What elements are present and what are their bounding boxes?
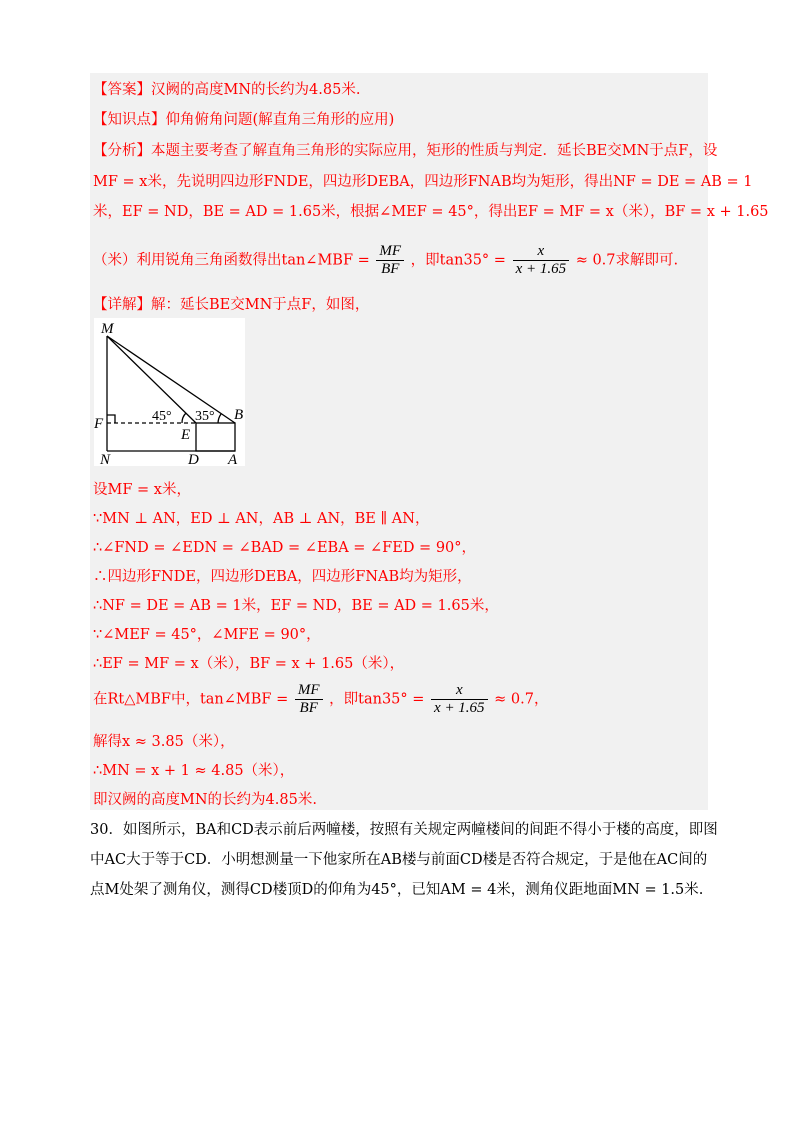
detail-line-6: ∵∠MEF = 45°，∠MFE = 90°， [93, 627, 321, 643]
geometry-diagram [94, 318, 245, 466]
analysis-text-a: （米）利用锐角三角函数得出tan∠MBF = [93, 252, 370, 269]
label-m: M [101, 321, 114, 337]
label-d: D [188, 452, 199, 466]
question-30-line-1: 30．如图所示，BA和CD表示前后两幢楼，按照有关规定两幢楼间的间距不得小于楼的高度，即图 [90, 822, 718, 838]
angle-arc-35 [218, 414, 221, 423]
fraction-numerator: MF [295, 682, 323, 700]
label-angle-45: 45° [152, 409, 172, 424]
label-a: A [228, 452, 238, 466]
label-n: N [100, 452, 111, 466]
label-b: B [234, 407, 244, 423]
label-f: F [94, 416, 104, 432]
detail-line-1: 设MF = x米， [93, 482, 191, 498]
detail-line-7: ∴EF = MF = x（米），BF = x + 1.65（米）， [93, 656, 405, 672]
analysis-text-b: ，即tan35° = [410, 252, 506, 269]
label-e: E [181, 427, 191, 443]
detail-line-11: 即汉阙的高度MN的长约为4.85米. [93, 792, 317, 808]
detail-line-4: ∴四边形FNDE，四边形DEBA，四边形FNAB均为矩形， [93, 569, 472, 585]
detail-line-2: ∵MN ⊥ AN，ED ⊥ AN，AB ⊥ AN，BE ∥ AN， [93, 511, 430, 527]
fraction-numerator: x [431, 682, 488, 700]
analysis-line-2: MF = x米，先说明四边形FNDE，四边形DEBA，四边形FNAB均为矩形，得出NF = DE = AB = 1 [93, 174, 753, 190]
detail-line-10: ∴MN = x + 1 ≈ 4.85（米）， [93, 763, 295, 779]
analysis-text-c: ≈ 0.7求解即可. [575, 252, 679, 269]
analysis-line-1: 【分析】本题主要考查了解直角三角形的实际应用，矩形的性质与判定．延长BE交MN于点F，设 [93, 143, 718, 159]
detail-line-9: 解得x ≈ 3.85（米）， [93, 734, 235, 750]
question-30-line-3: 点M处架了测角仪，测得CD楼顶D的仰角为45°，已知AM = 4米，测角仪距地面MN = 1.5米. [90, 882, 704, 898]
fraction-x-over-x-plus [513, 243, 570, 278]
fraction-x-over-x-plus [431, 682, 488, 717]
detail-text-c: ≈ 0.7， [494, 691, 549, 708]
fraction-mf-bf [295, 682, 323, 717]
detail-text-a: 在Rt△MBF中，tan∠MBF = [93, 691, 289, 708]
rectangle-deba [196, 423, 235, 451]
fraction-denominator: BF [299, 700, 318, 716]
answer-line: 【答案】汉阙的高度MN的长约为4.85米. [93, 82, 361, 98]
analysis-line-3: 米，EF = ND，BE = AD = 1.65米，根据∠MEF = 45°，得出EF = MF = x（米），BF = x + 1.65 [93, 204, 769, 220]
question-30-line-2: 中AC大于等于CD．小明想测量一下他家所在AB楼与前面CD楼是否符合规定，于是他在AC间的 [90, 852, 708, 868]
detail-line-3: ∴∠FND = ∠EDN = ∠BAD = ∠EBA = ∠FED = 90°， [93, 540, 477, 556]
detail-text-b: ，即tan35° = [329, 691, 425, 708]
fraction-numerator: x [513, 243, 570, 261]
angle-arc-45 [182, 413, 186, 423]
detail-line-8 [93, 682, 549, 717]
fraction-denominator: x + 1.65 [434, 700, 485, 716]
analysis-line-4 [93, 243, 678, 278]
detail-intro-line: 【详解】解：延长BE交MN于点F，如图， [93, 297, 370, 313]
fraction-denominator: x + 1.65 [515, 261, 567, 277]
fraction-numerator: MF [376, 243, 404, 261]
label-angle-35: 35° [195, 409, 215, 424]
geometry-figure [94, 318, 245, 466]
right-angle-mark [107, 415, 115, 423]
fraction-mf-bf [376, 243, 404, 278]
fraction-denominator: BF [381, 261, 400, 277]
detail-line-5: ∴NF = DE = AB = 1米，EF = ND，BE = AD = 1.65米， [93, 598, 499, 614]
knowledge-point-line: 【知识点】仰角俯角问题(解直角三角形的应用) [93, 112, 395, 128]
